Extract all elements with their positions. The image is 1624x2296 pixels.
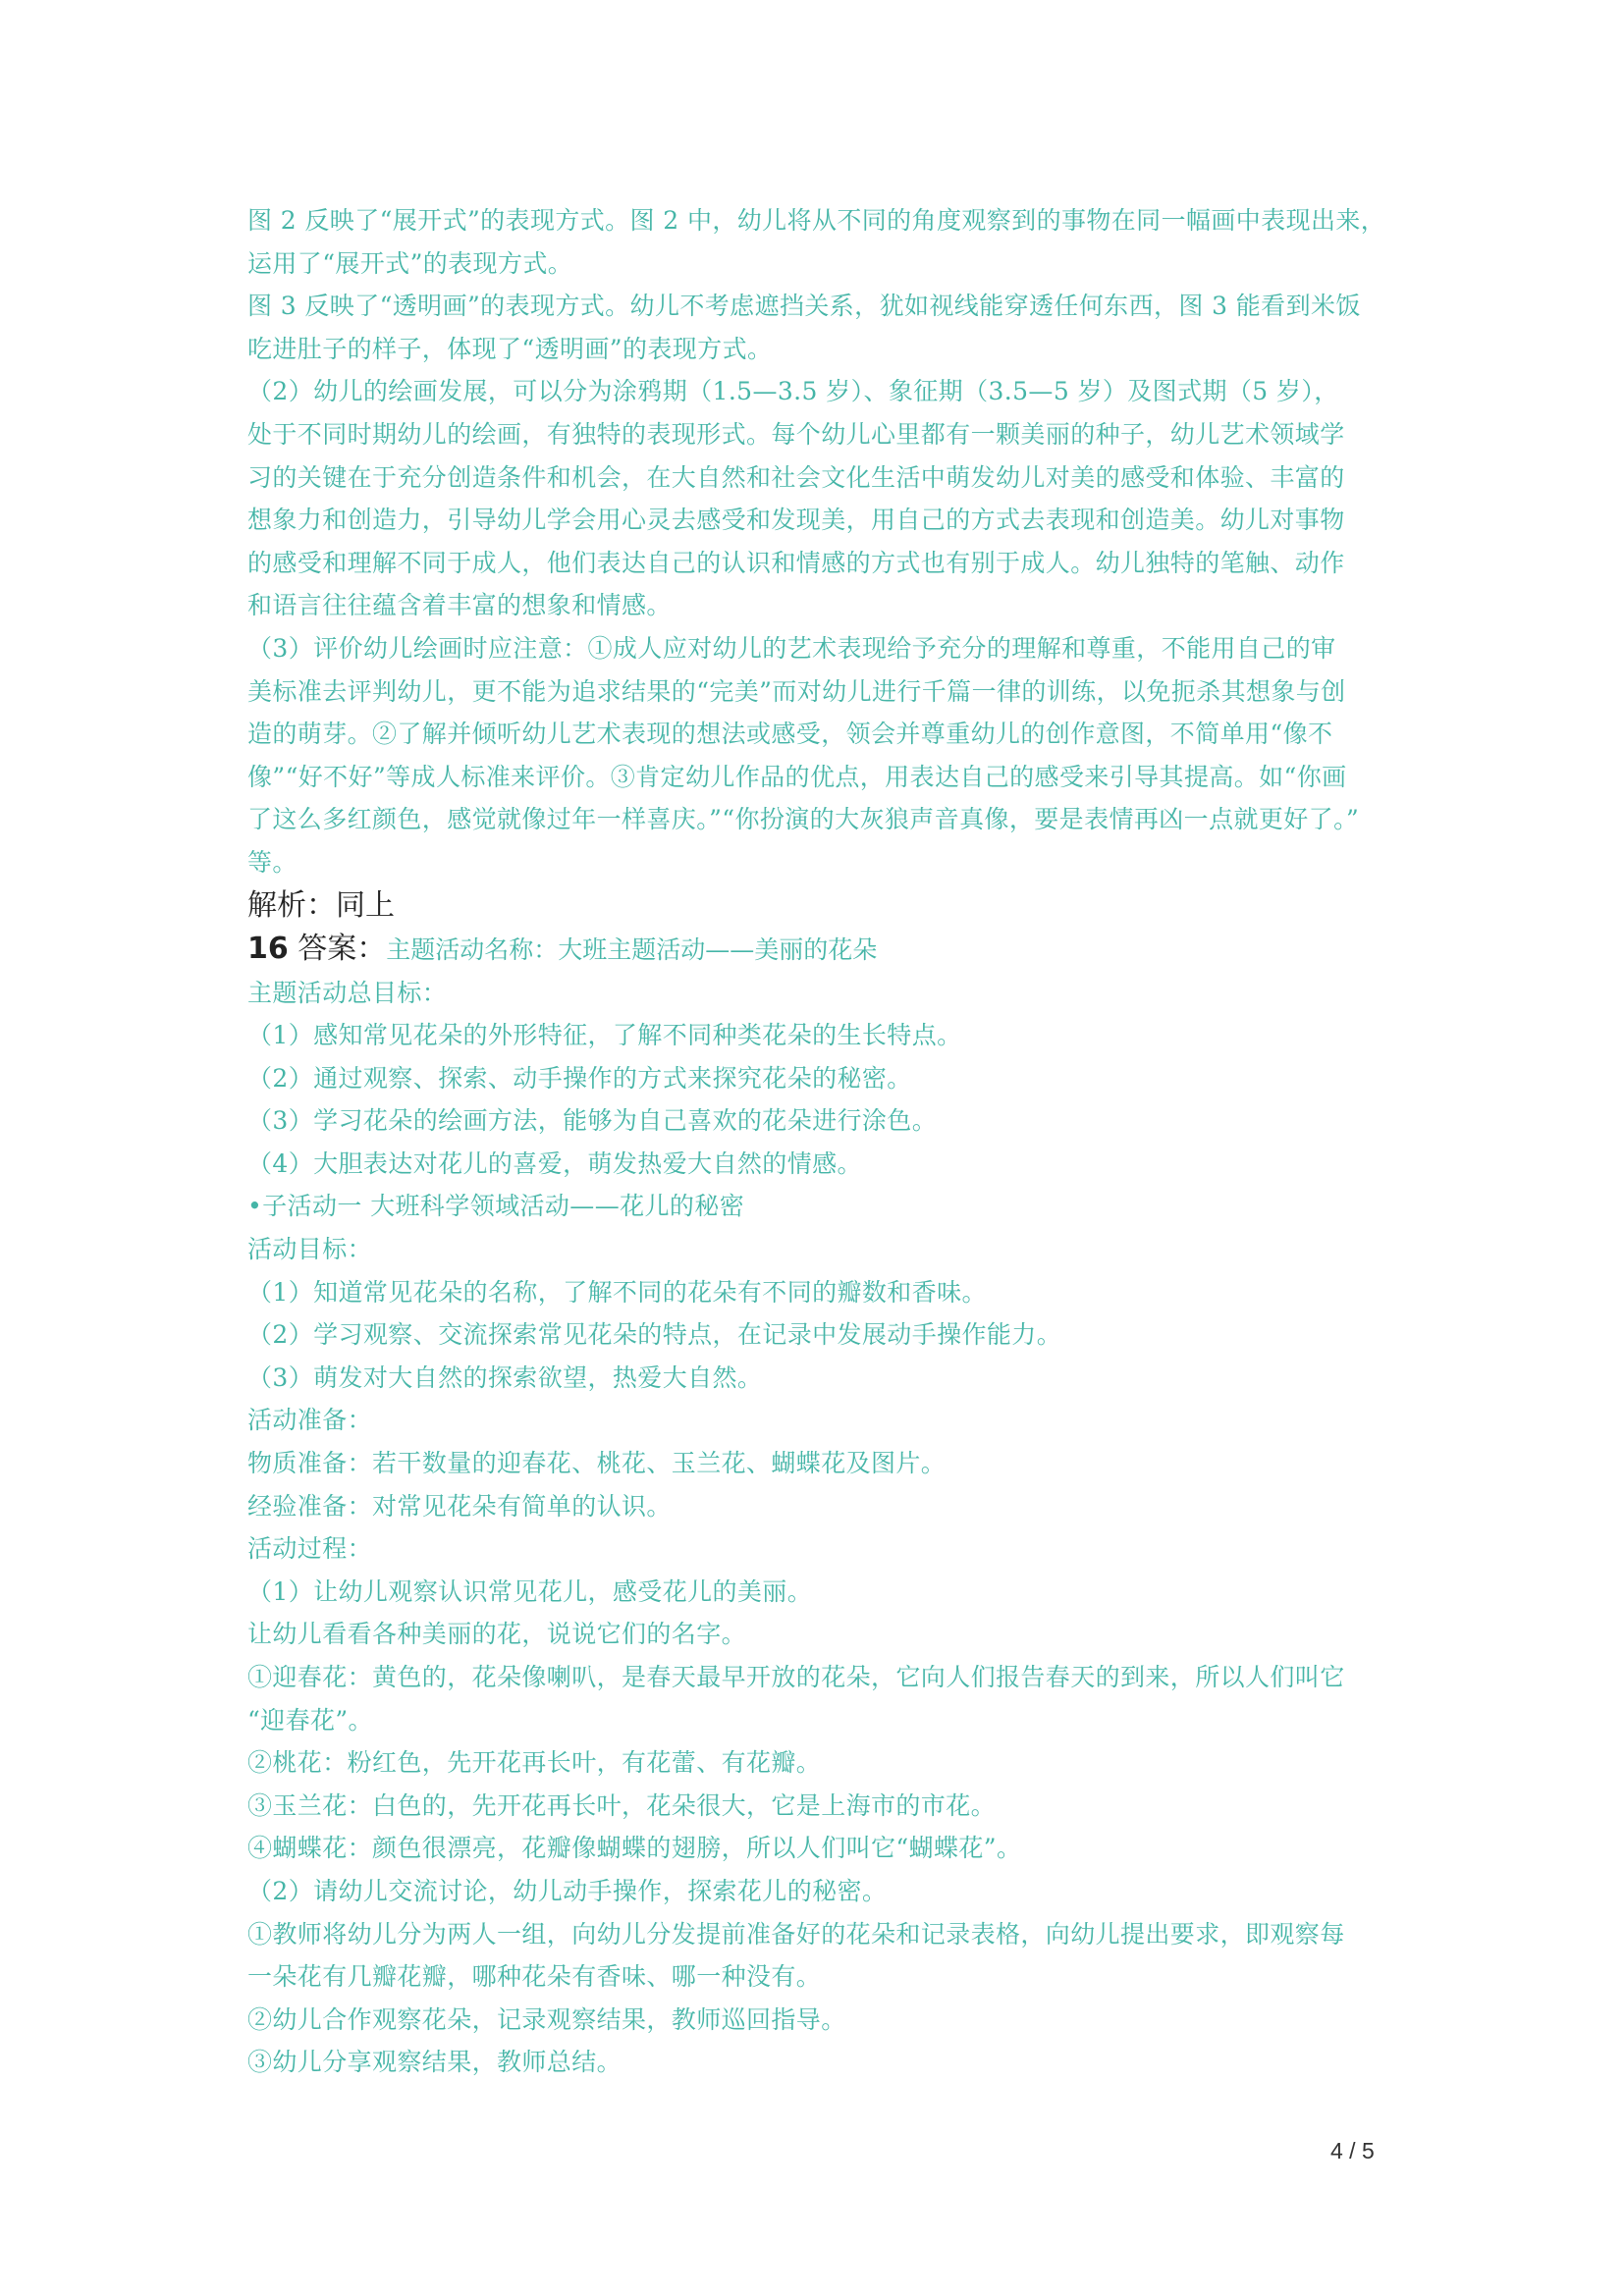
text-line: 运用了“展开式”的表现方式。: [247, 248, 573, 278]
text-line: 的感受和理解不同于成人，他们表达自己的认识和情感的方式也有别于成人。幼儿独特的笔触、动作: [247, 548, 1345, 577]
text-line: （2）幼儿的绘画发展，可以分为涂鸦期（1.5—3.5 岁）、象征期（3.5—5 岁）及图式期（5 岁），: [247, 377, 1339, 406]
text-line: 图 2 反映了“展开式”的表现方式。图 2 中，幼儿将从不同的角度观察到的事物在同一幅画中表现出来，: [247, 206, 1386, 235]
text-line: ③玉兰花：白色的，先开花再长叶，花朵很大，它是上海市的市花。: [247, 1790, 997, 1820]
answer-label: 答案：: [288, 931, 387, 966]
text-line: 处于不同时期幼儿的绘画，有独特的表现形式。每个幼儿心里都有一颗美丽的种子，幼儿艺术领域学: [247, 419, 1345, 449]
page-content: [247, 199, 1386, 2084]
text-line: 和语言往往蕴含着丰富的想象和情感。: [247, 591, 672, 620]
text-line: （3）评价幼儿绘画时应注意：①成人应对幼儿的艺术表现给予充分的理解和尊重，不能用自己的审: [247, 633, 1336, 663]
text-line: （3）萌发对大自然的探索欲望，热爱大自然。: [247, 1362, 763, 1392]
analysis-heading: 解析：同上: [247, 887, 395, 923]
text-line: （4）大胆表达对花儿的喜爱，萌发热爱大自然的情感。: [247, 1148, 862, 1178]
text-line: 经验准备：对常见花朵有简单的认识。: [247, 1491, 672, 1521]
text-line: ③幼儿分享观察结果，教师总结。: [247, 2048, 623, 2077]
text-line: （1）让幼儿观察认识常见花儿，感受花儿的美丽。: [247, 1576, 813, 1606]
text-line: 了这么多红颜色，感觉就像过年一样喜庆。”“你扮演的大灰狼声音真像，要是表情再凶一点就更好了。”: [247, 805, 1360, 834]
text-line: （1）知道常见花朵的名称，了解不同的花朵有不同的瓣数和香味。: [247, 1277, 987, 1307]
text-line: ②桃花：粉红色，先开花再长叶，有花蕾、有花瓣。: [247, 1748, 822, 1778]
text-line: 像”“好不好”等成人标准来评价。③肯定幼儿作品的优点，用表达自己的感受来引导其提高。如“你画: [247, 762, 1347, 791]
text-line: （2）请幼儿交流讨论，幼儿动手操作，探索花儿的秘密。: [247, 1876, 888, 1905]
text-line: 习的关键在于充分创造条件和机会，在大自然和社会文化生活中萌发幼儿对美的感受和体验、丰富的: [247, 462, 1345, 492]
text-line: ①教师将幼儿分为两人一组，向幼儿分发提前准备好的花朵和记录表格，向幼儿提出要求，即观察每: [247, 1919, 1345, 1949]
question-number: 16: [247, 931, 289, 966]
text-line: 活动过程：: [247, 1534, 373, 1564]
text-line: 吃进肚子的样子，体现了“透明画”的表现方式。: [247, 334, 773, 363]
text-line: •子活动一 大班科学领域活动——花儿的秘密: [247, 1192, 745, 1221]
text-line: 一朵花有几瓣花瓣，哪种花朵有香味、哪一种没有。: [247, 1962, 822, 1992]
text-line: 美标准去评判幼儿，更不能为追求结果的“完美”而对幼儿进行千篇一律的训练，以免扼杀其想象与创: [247, 676, 1346, 706]
activity-plan-block: [247, 972, 1386, 2084]
answer-16-heading: [247, 928, 1386, 972]
text-line: 造的萌芽。②了解并倾听幼儿艺术表现的想法或感受，领会并尊重幼儿的创作意图，不简单用“像不: [247, 720, 1333, 749]
text-line: 活动准备：: [247, 1406, 373, 1435]
answer-explanation-block: [247, 199, 1386, 884]
text-line: “迎春花”。: [247, 1705, 373, 1735]
answer-title: 主题活动名称：大班主题活动——美丽的花朵: [386, 934, 878, 964]
text-line: ④蝴蝶花：颜色很漂亮，花瓣像蝴蝶的翅膀，所以人们叫它“蝴蝶花”。: [247, 1834, 1022, 1863]
text-line: ②幼儿合作观察花朵，记录观察结果，教师巡回指导。: [247, 2004, 846, 2034]
text-line: 主题活动总目标：: [247, 978, 448, 1007]
text-line: （1）感知常见花朵的外形特征，了解不同种类花朵的生长特点。: [247, 1021, 962, 1050]
text-line: ①迎春花：黄色的，花朵像喇叭，是春天最早开放的花朵，它向人们报告春天的到来，所以人们叫它: [247, 1663, 1345, 1691]
text-line: 等。: [247, 847, 298, 877]
text-line: 物质准备：若干数量的迎春花、桃花、玉兰花、蝴蝶花及图片。: [247, 1449, 947, 1478]
text-line: 图 3 反映了“透明画”的表现方式。幼儿不考虑遮挡关系，犹如视线能穿透任何东西，图 3 能看到米饭: [247, 292, 1361, 321]
text-line: （2）通过观察、探索、动手操作的方式来探究花朵的秘密。: [247, 1063, 912, 1093]
page-number: 4 / 5: [1330, 2138, 1375, 2163]
text-line: （3）学习花朵的绘画方法，能够为自己喜欢的花朵进行涂色。: [247, 1106, 938, 1136]
text-line: 让幼儿看看各种美丽的花，说说它们的名字。: [247, 1620, 747, 1649]
text-line: 想象力和创造力，引导幼儿学会用心灵去感受和发现美，用自己的方式去表现和创造美。幼儿对事物: [247, 506, 1345, 535]
text-line: 活动目标：: [247, 1235, 373, 1264]
text-line: （2）学习观察、交流探索常见花朵的特点，在记录中发展动手操作能力。: [247, 1320, 1062, 1350]
